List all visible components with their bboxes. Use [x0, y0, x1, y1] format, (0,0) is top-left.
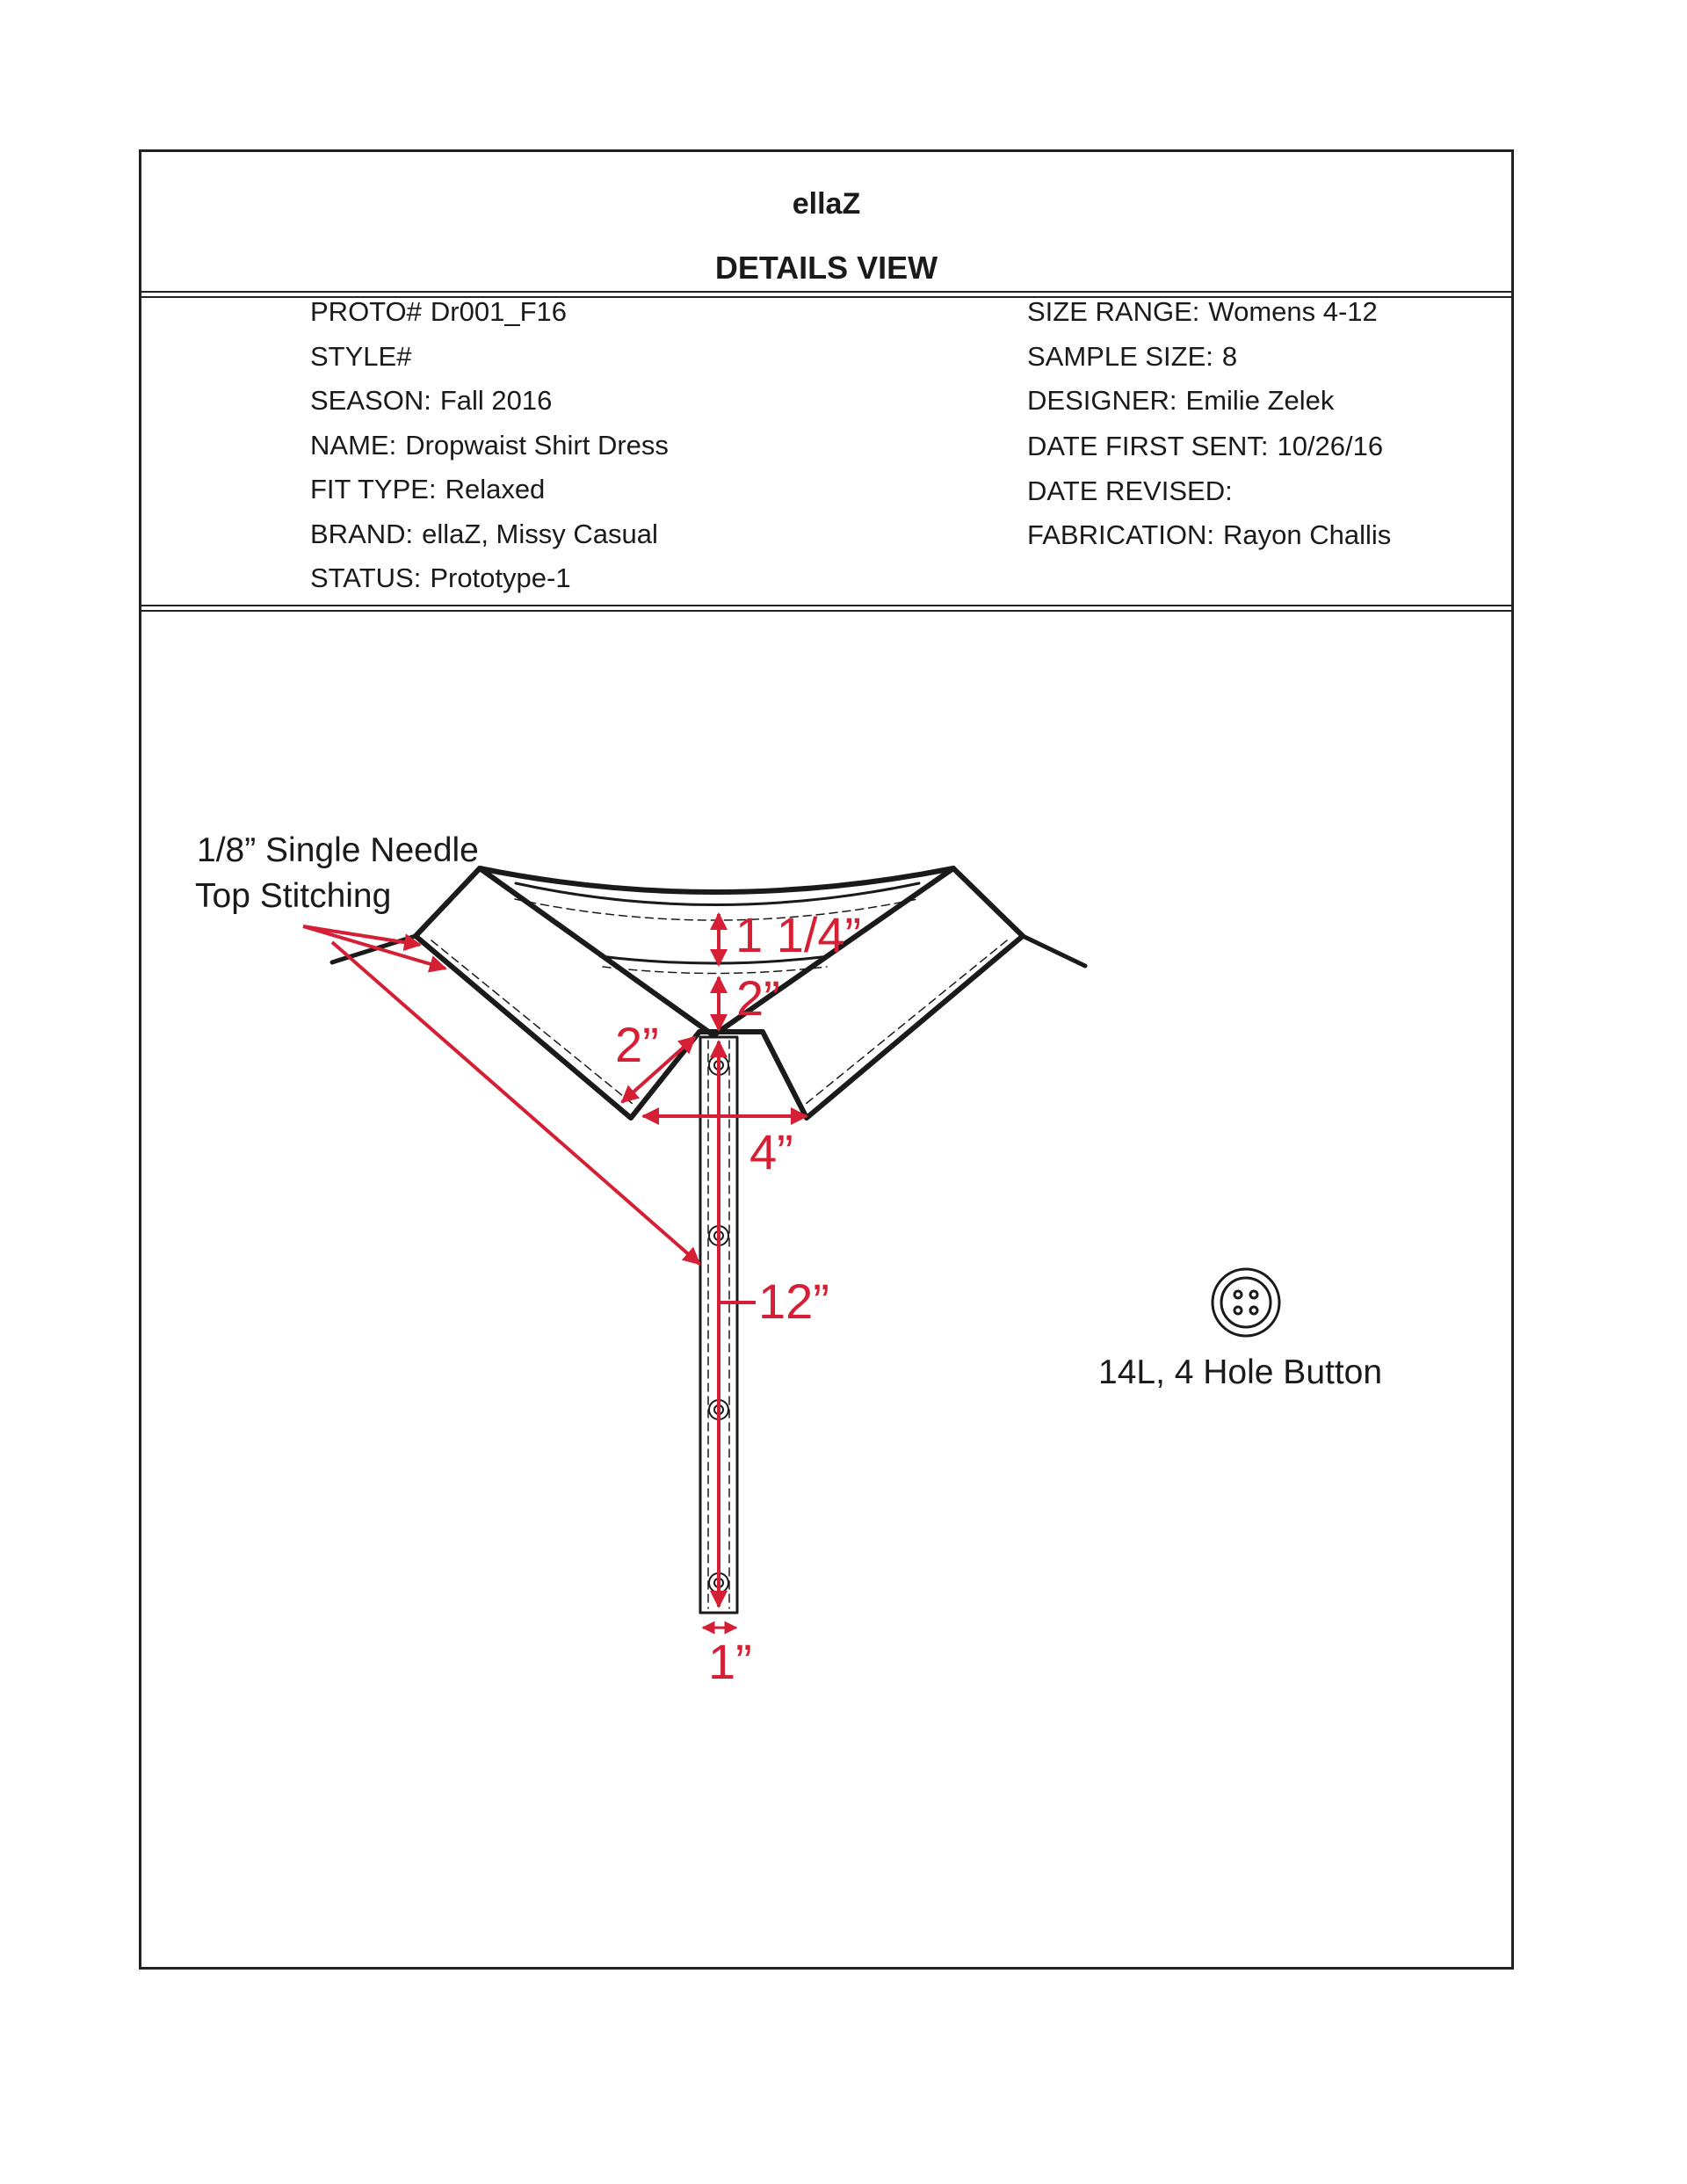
back-neck-edge	[480, 868, 953, 892]
spec-label: SIZE RANGE:	[1027, 296, 1200, 327]
placket-length-label: 12”	[758, 1273, 829, 1329]
collar-illustration	[332, 868, 1085, 1613]
spec-value: Rayon Challis	[1223, 519, 1392, 550]
spec-value: Prototype-1	[430, 562, 571, 593]
stitch-callout-line2: Top Stitching	[195, 877, 392, 915]
spec-label: DATE FIRST SENT:	[1027, 431, 1269, 461]
button-spec-label: 14L, 4 Hole Button	[1098, 1353, 1383, 1391]
collar-band-height-label: 1 1/4”	[735, 907, 862, 962]
spec-label: FABRICATION:	[1027, 519, 1215, 550]
view-title: DETAILS VIEW	[714, 250, 938, 286]
spec-value: Relaxed	[445, 474, 546, 504]
band-stitch-line	[603, 967, 827, 974]
spec-label: PROTO#	[310, 296, 422, 327]
spec-label: DESIGNER:	[1027, 385, 1177, 416]
spec-value: Fall 2016	[439, 385, 553, 416]
spec-label: DATE REVISED:	[1027, 475, 1233, 506]
collar-height-label: 2”	[736, 970, 780, 1026]
spec-label: FIT TYPE:	[310, 474, 437, 504]
collar-edge-stitch	[431, 940, 633, 1104]
stitch-callout-line1: 1/8” Single Needle	[197, 831, 479, 869]
spec-value: Dropwaist Shirt Dress	[405, 429, 669, 461]
stitch-callout-arrow	[303, 926, 445, 969]
spec-label: STATUS:	[310, 562, 422, 593]
spec-value: 8	[1221, 340, 1238, 372]
placket-width-label: 1”	[708, 1634, 752, 1689]
spec-label: BRAND:	[310, 518, 414, 549]
spec-value: ellaZ, Missy Casual	[422, 518, 658, 549]
collar-edge-stitch	[806, 940, 1007, 1104]
spec-label: SEASON:	[310, 385, 431, 416]
four-hole-button-icon	[1213, 1269, 1279, 1336]
spec-value: 10/26/16	[1277, 431, 1384, 461]
spec-value: Dr001_F16	[430, 296, 567, 327]
collar-spread-label: 4”	[749, 1124, 793, 1179]
brand-name: ellaZ	[792, 187, 861, 221]
spec-value: Emilie Zelek	[1185, 385, 1335, 416]
spec-value: Womens 4-12	[1208, 296, 1378, 327]
spec-label: NAME:	[310, 429, 397, 461]
spec-label: SAMPLE SIZE:	[1027, 340, 1213, 372]
spec-label: STYLE#	[310, 340, 412, 372]
collar-point-label: 2”	[615, 1017, 659, 1072]
shoulder-seam-right	[1023, 936, 1085, 966]
